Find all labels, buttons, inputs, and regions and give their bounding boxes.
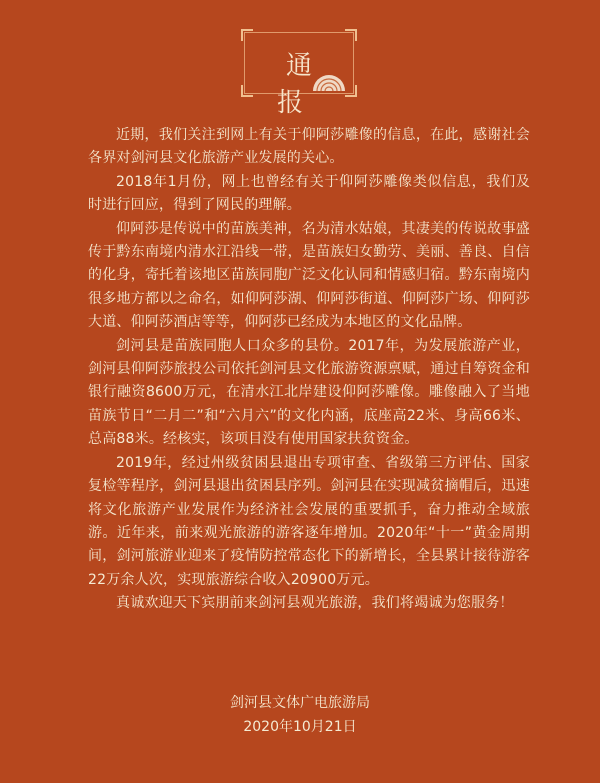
paragraph: 近期，我们关注到网上有关于仰阿莎雕像的信息，在此，感谢社会各界对剑河县文化旅游产业发展的关心。 (88, 127, 530, 167)
paragraph: 2019年，经过州级贫困县退出专项审查、省级第三方评估、国家复检等程序，剑河县退出贫困县序列。剑河县在实现减贫摘帽后，迅速将文化旅游产业发展作为经济社会发展的重要抓手，奋力推动全域旅游。近年来，前来观光旅游的游客逐年增加。2020年“十一”黄金周期间，剑河旅游业迎来了疫情防控常态化下的新增长，全县累计接待游客22万余人次，实现旅游综合收入20900万元。 (88, 454, 530, 588)
notice-body (88, 124, 530, 616)
frame-corner (345, 29, 357, 41)
issuing-organization: 剑河县文体广电旅游局 (230, 695, 370, 711)
page-title: 通 报 (276, 51, 330, 118)
paragraph: 剑河县是苗族同胞人口众多的县份。2017年，为发展旅游产业，剑河县仰阿莎旅投公司依托剑河县文化旅游资源禀赋，通过自筹资金和银行融资8600万元，在清水江北岸建设仰阿莎雕像。雕像融入了当地苗族节日“二月二”和“六月六”的文化内涵，底座高22米、身高66米、总高88米。经核实，该项目没有使用国家扶贫资金。 (88, 337, 530, 448)
frame-corner (241, 29, 253, 41)
issue-date: 2020年10月21日 (243, 719, 357, 735)
title-frame (244, 32, 354, 118)
paragraph: 真诚欢迎天下宾朋前来剑河县观光旅游，我们将竭诚为您服务！ (116, 595, 514, 612)
paragraph: 2018年1月份，网上也曾经有关于仰阿莎雕像类似信息，我们及时进行回应，得到了网民的理解。 (88, 173, 530, 214)
paragraph: 仰阿莎是传说中的苗族美神，名为清水姑娘，其凄美的传说故事盛传于黔东南境内清水江沿线一带，是苗族妇女勤劳、美丽、善良、自信的化身，寄托着该地区苗族同胞广泛文化认同和情感归宿。黔东南境内很多地方都以之命名，如仰阿莎湖、仰阿莎街道、仰阿莎广场、仰阿莎大道、仰阿莎酒店等等，仰阿莎已经成为本地区的文化品牌。 (88, 220, 530, 331)
